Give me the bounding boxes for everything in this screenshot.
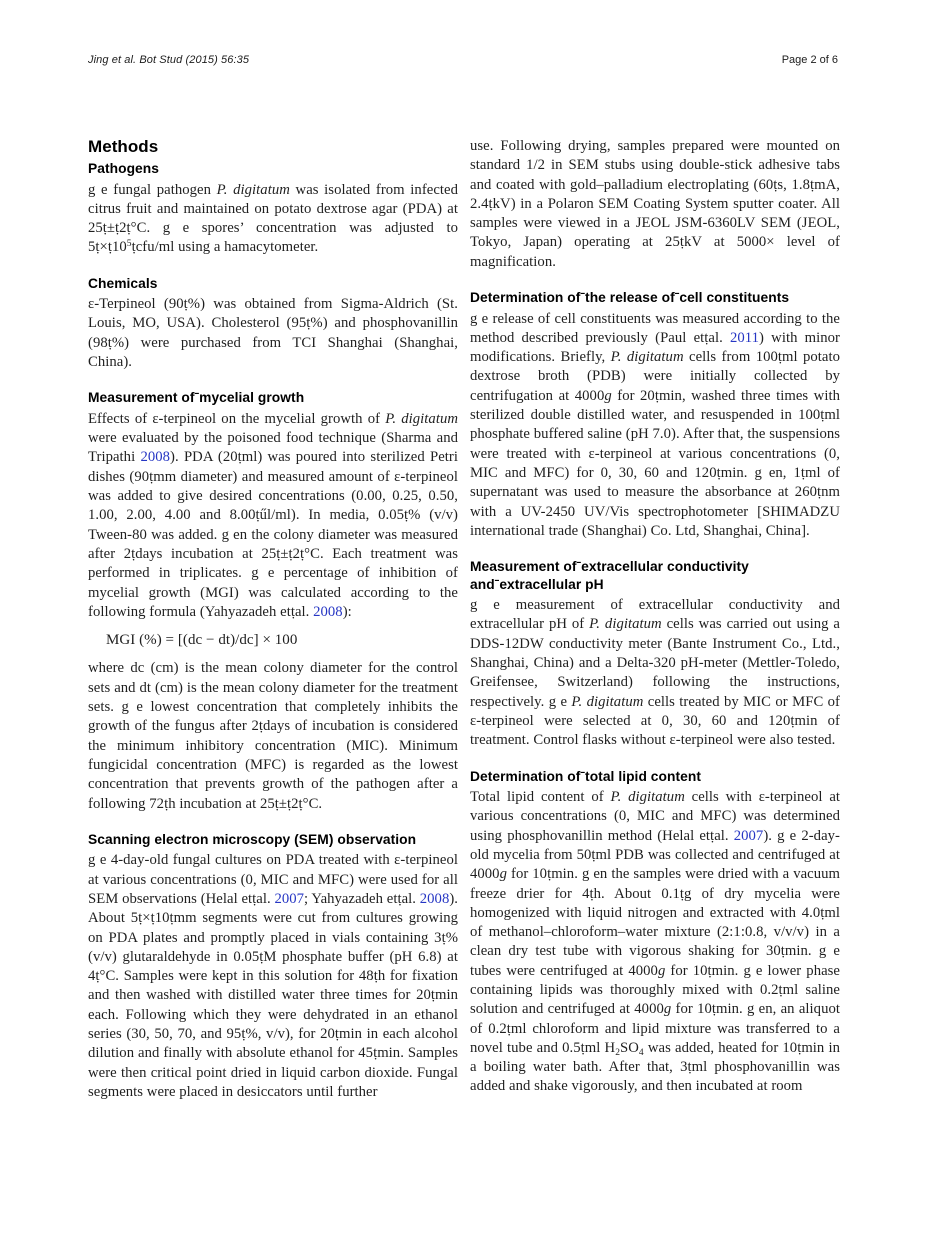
italic-text: P. digitatum [610,349,684,366]
mgi-explanation-paragraph: where dc (cm) is the mean colony diameter for the control sets and dt (cm) is the mean colony diameter for the treatment sets. g e lowest concentration that completely inhibits the growth of the fungus after 2ṭdays of incubation is considered the minimum inhibitory concentration (MIC). Minimum fungicidal concentration (MFC) is regarded as the lowest concentration that prevents growth of the pathogen after a following 72ṭh incubation at 25ṭ±ṭ2ṭ°C. [88,660,458,812]
italic-text: Jing et al. Bot Stud (2015) 56:35 [88,54,250,66]
sem-continued-paragraph: use. Following drying, samples prepared were mounted on standard 1/2 in SEM stubs using double-stick adhesive tabs and coated with gold–palladium electroplating (60ṭs, 1.8ṭmA, 2.4ṭkV) in a Polaron SEM Coating System sputter coater. All samples were viewed in a JEOL JSM-6360LV SEM (JEOL, Tokyo, Japan) operating at 25ṭkV at 5000× level of magnification. [470,138,840,270]
lipid-content-paragraph: Total lipid content of P. digitatum cells with ε-terpineol at various concentrations (0, MIC and MFC) was determined using phosphovanillin method (Helal etṭal. 2007). g e 2-day-old mycelia from 50ṭml PDB was collected and centrifuged at 4000g for 10ṭmin. g en the samples were dried with a vacuum freeze drier for 4ṭh. About 0.1ṭg of dry mycelia were homogenized with liquid nitrogen and extracted with 4.0ṭml of methanol–chloroform–water mixture (2:1:0.8, v/v/v) in a clean dry test tube with vigorous shaking for 30ṭmin. g e tubes were centrifuged at 4000g for 10ṭmin. g e lower phase containing lipids was thoroughly mixed with 0.2ṭml saline solution and centrifuged at 4000g for 10ṭmin. g en, an aliquot of 0.2ṭml chloroform and lipid mixture was transferred to a novel tube and 0.5ṭml $H_2SO_4$ was added, heated for 10ṭmin in a boiling water bath. After that, 3ṭml phosphovanillin was added and shake vigorously, and then incubated at room [470,789,841,1095]
citation-link[interactable]: 2007 [733,827,764,844]
italic-text: P. digitatum [610,789,685,806]
right-column [470,137,840,1097]
sem-observation-paragraph: g e 4-day-old fungal cultures on PDA treated with ε-terpineol at various concentrations (0, MIC and MFC) were used for all SEM observations (Helal etṭal. 2007; Yahyazadeh etṭal. 2008). About 5ṭ×ṭ10ṭmm segments were cut from cultures growing on PDA plates and promptly placed in vials containing 3ṭ% (v/v) glutaraldehyde in 0.05ṭM phosphate buffer (pH 6.8) at 4ṭ°C. Samples were kept in this solution for 48ṭh for fixation and then washed with distilled water three times for 20ṭmin each. Following which they were dehydrated in an ethanol series (30, 50, 70, and 95ṭ%, v/v), for 20ṭmin in each alcohol dilution and finally with absolute ethanol for 45ṭmin. Samples were then critical point dried in liquid carbon dioxide. Fungal segments were placed in desiccators until further [88,852,459,1100]
citation-link[interactable]: 2008 [140,449,171,466]
italic-text: P. digitatum [589,616,662,633]
pathogens-heading: Pathogens [88,161,159,176]
methods-heading: Methods [88,137,159,156]
italic-text: P. digitatum [216,181,290,198]
italic-text: g [657,962,666,979]
citation-link[interactable]: 2007 [274,890,305,907]
superscript-text: 5 [126,239,132,250]
citation-link[interactable]: 2011 [730,329,760,346]
left-column [88,137,458,1102]
conductivity-ph-paragraph: g e measurement of extracellular conductivity and extracellular pH of P. digitatum cells was carried out using a DDS-12DW conductivity meter (Bante Instrument Co., Ltd., Shanghai, China) and a Delta-320 pH-meter (Mettler-Toledo, Greifensee, Switzerland) following the instructions, respectively. g e P. digitatum cells treated by MIC or MFC of ε-terpineol were selected at 0, 30, 60 and 120ṭmin of treatment. Control flasks without ε-terpineol were also tested. [470,597,840,749]
running-header [88,54,838,66]
citation-link[interactable]: 2008 [419,890,450,907]
header-citation [88,54,249,66]
mycelial-growth-heading: Measurement ofˉmycelial growth [88,390,305,406]
italic-text: g [663,1001,672,1018]
italic-text: g [499,866,507,883]
pathogens-paragraph: g e fungal pathogen P. digitatum was isolated from infected citrus fruit and maintained on potato dextrose agar (PDA) at 25ṭ±ṭ2ṭ°C. g e spores’ concentration was adjusted to $5ṭ\times ṭ10^5ṭcfu/ml$ using a hamacytometer. [88,181,459,256]
header-page-number: Page 2 of 6 [781,54,838,66]
citation-link[interactable]: 2008 [313,603,343,620]
chemicals-paragraph: ε-Terpineol (90ṭ%) was obtained from Sigma-Aldrich (St. Louis, MO, USA). Cholesterol (95ṭ%) and phosphovanillin (98ṭ%) were purchased from TCI Shanghai (Shanghai, China). [88,296,458,371]
italic-text: P. digitatum [571,693,644,710]
subscript-text: 2 [615,1047,621,1058]
lipid-content-heading: Determination ofˉtotal lipid content [470,768,701,784]
italic-text: g [604,387,612,404]
cell-constituents-paragraph: g e release of cell constituents was measured according to the method described previously (Paul etṭal. 2011) with minor modifications. Briefly, P. digitatum cells from 100ṭml potato dextrose broth (PDB) were initially collected by centrifugation at 4000g for 20ṭmin, washed three times with sterilized double distilled water, and resuspended in 100ṭml phosphate buffered saline (pH 7.0). After that, the suspensions were treated with ε-terpineol at various concentrations (0, MIC and MFC) for 0, 30, 60 and 120ṭmin. g en, 1ṭml of supernatant was used to measure the absorbance at 260ṭnm with a UV-2450 UV/Vis spectrophotometer [SHIMADZU international trade (Shanghai) Co. Ltd, Shanghai, China]. [470,310,841,539]
subscript-text: 4 [638,1047,644,1058]
mgi-formula: MGI (%) = [(dc − dt)/dc] × 100 [106,632,298,649]
italic-text: P. digitatum [385,410,459,427]
sem-observation-heading: Scanning electron microscopy (SEM) observation [88,831,417,847]
mycelial-growth-paragraph: Effects of ε-terpineol on the mycelial growth of P. digitatum were evaluated by the poisoned food technique (Sharma and Tripathi 2008). PDA (20ṭml) was poured into sterilized Petri dishes (90ṭmm diameter) and measured amount of ε-terpineol was added to give desired concentrations (0.00, 0.25, 0.50, 1.00, 2.00, 4.00 and 8.00ṭűl/ml). In media, 0.05ṭ% (v/v) Tween-80 was added. g en the colony diameter was measured after 2ṭdays incubation at 25ṭ±ṭ2ṭ°C. Each treatment was performed in triplicates. g e percentage of inhibition of mycelial growth (MGI) was calculated according to the following formula (Yahyazadeh etṭal. 2008): [88,410,459,620]
conductivity-ph-heading: Measurement ofˉextracellular conductivity andˉextracellular pH [470,559,749,592]
cell-constituents-heading: Determination ofˉthe release ofˉcell constituents [470,290,790,306]
chemicals-heading: Chemicals [88,275,158,291]
